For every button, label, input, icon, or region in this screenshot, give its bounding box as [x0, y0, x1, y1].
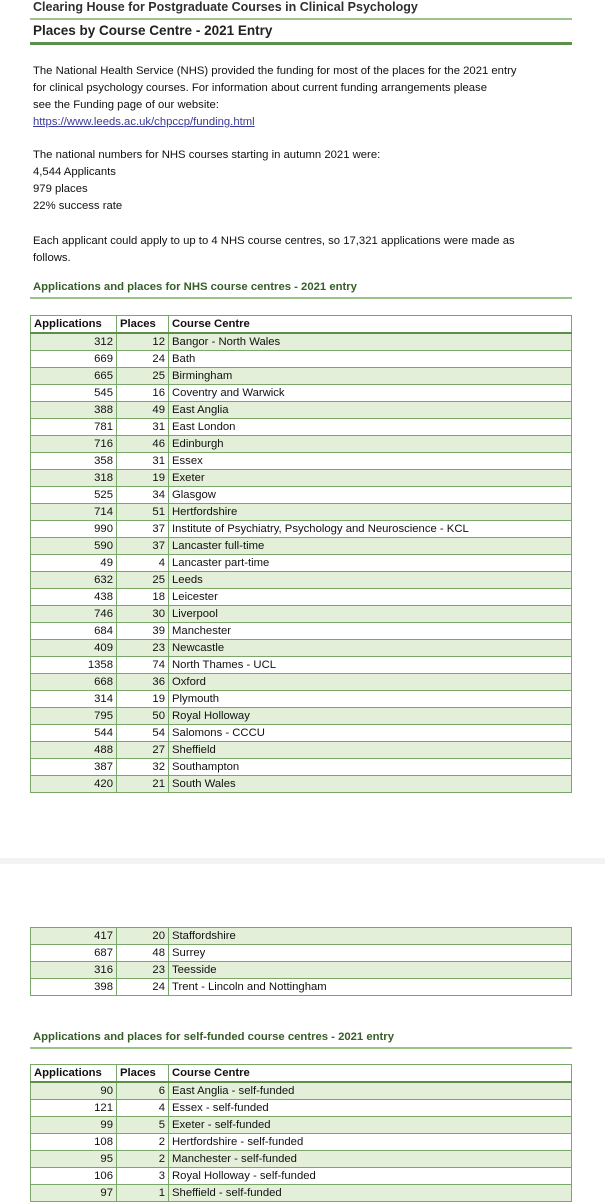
course-centre-cell: Bangor - North Wales [169, 333, 572, 351]
course-centre-cell: Southampton [169, 759, 572, 776]
course-centre-cell: Leicester [169, 589, 572, 606]
course-centre-cell: Sheffield - self-funded [169, 1185, 572, 1202]
places-cell: 20 [117, 928, 169, 945]
places-cell: 27 [117, 742, 169, 759]
table-row [31, 979, 572, 996]
table-row [31, 674, 572, 691]
applications-cell: 108 [31, 1134, 117, 1151]
places-cell: 12 [117, 333, 169, 351]
course-centre-cell: Manchester [169, 623, 572, 640]
places-cell: 37 [117, 521, 169, 538]
course-centre-cell: Salomons - CCCU [169, 725, 572, 742]
table-row [31, 538, 572, 555]
table-row [31, 962, 572, 979]
places-cell: 4 [117, 555, 169, 572]
places-cell: 19 [117, 691, 169, 708]
table-row [31, 402, 572, 419]
self-funded-section-divider [30, 1047, 572, 1049]
course-centre-cell: Lancaster full-time [169, 538, 572, 555]
applications-cell: 488 [31, 742, 117, 759]
applications-cell: 388 [31, 402, 117, 419]
table-row [31, 759, 572, 776]
course-centre-cell: Lancaster part-time [169, 555, 572, 572]
places-cell: 32 [117, 759, 169, 776]
applications-cell: 358 [31, 453, 117, 470]
applications-note-line-2: follows. [33, 252, 71, 264]
applications-cell: 314 [31, 691, 117, 708]
applications-cell: 121 [31, 1100, 117, 1117]
course-centre-cell: Hertfordshire - self-funded [169, 1134, 572, 1151]
applications-cell: 106 [31, 1168, 117, 1185]
intro-line-2: for clinical psychology courses. For information about current funding arrangements please [33, 82, 487, 94]
table-row [31, 708, 572, 725]
applications-cell: 665 [31, 368, 117, 385]
applications-cell: 525 [31, 487, 117, 504]
places-cell: 34 [117, 487, 169, 504]
table-header-row [31, 1065, 572, 1083]
course-centre-cell: Teesside [169, 962, 572, 979]
course-centre-cell: Staffordshire [169, 928, 572, 945]
table-row [31, 928, 572, 945]
nhs-table [30, 315, 572, 793]
places-cell: 31 [117, 453, 169, 470]
table-row [31, 1082, 572, 1100]
intro-line-1: The National Health Service (NHS) provided the funding for most of the places for the 2021 entry [33, 65, 517, 77]
title-underline [30, 42, 572, 45]
table-row [31, 1134, 572, 1151]
nhs-section-title: Applications and places for NHS course centres - 2021 entry [33, 281, 357, 293]
places-cell: 24 [117, 979, 169, 996]
page-title: Places by Course Centre - 2021 Entry [33, 23, 273, 38]
column-header-course-centre: Course Centre [169, 1065, 572, 1083]
places-cell: 54 [117, 725, 169, 742]
places-cell: 24 [117, 351, 169, 368]
applications-cell: 781 [31, 419, 117, 436]
places-cell: 49 [117, 402, 169, 419]
applications-cell: 398 [31, 979, 117, 996]
course-centre-cell: Plymouth [169, 691, 572, 708]
applications-cell: 49 [31, 555, 117, 572]
table-row [31, 1185, 572, 1202]
applications-note [33, 233, 563, 267]
table-row [31, 640, 572, 657]
places-cell: 2 [117, 1134, 169, 1151]
table-row [31, 572, 572, 589]
table-row [31, 1151, 572, 1168]
column-header-places: Places [117, 1065, 169, 1083]
course-centre-cell: Royal Holloway - self-funded [169, 1168, 572, 1185]
nhs-table-continued [30, 927, 572, 996]
table-row [31, 589, 572, 606]
course-centre-cell: Edinburgh [169, 436, 572, 453]
table-row [31, 521, 572, 538]
org-title: Clearing House for Postgraduate Courses in Clinical Psychology [33, 0, 418, 14]
applications-cell: 420 [31, 776, 117, 793]
course-centre-cell: Coventry and Warwick [169, 385, 572, 402]
places-cell: 25 [117, 572, 169, 589]
places-cell: 46 [117, 436, 169, 453]
places-cell: 48 [117, 945, 169, 962]
column-header-course-centre: Course Centre [169, 316, 572, 334]
national-places: 979 places [33, 183, 88, 195]
applications-cell: 417 [31, 928, 117, 945]
places-cell: 18 [117, 589, 169, 606]
course-centre-cell: Oxford [169, 674, 572, 691]
places-cell: 39 [117, 623, 169, 640]
places-cell: 21 [117, 776, 169, 793]
places-cell: 74 [117, 657, 169, 674]
table-row [31, 606, 572, 623]
table-row [31, 776, 572, 793]
course-centre-cell: Exeter - self-funded [169, 1117, 572, 1134]
table-row [31, 555, 572, 572]
applications-cell: 545 [31, 385, 117, 402]
places-cell: 16 [117, 385, 169, 402]
places-cell: 3 [117, 1168, 169, 1185]
table-row [31, 436, 572, 453]
applications-cell: 438 [31, 589, 117, 606]
course-centre-cell: East Anglia - self-funded [169, 1082, 572, 1100]
course-centre-cell: Newcastle [169, 640, 572, 657]
applications-cell: 99 [31, 1117, 117, 1134]
column-header-places: Places [117, 316, 169, 334]
applications-cell: 316 [31, 962, 117, 979]
header-divider [30, 18, 572, 20]
table-row [31, 419, 572, 436]
table-row [31, 742, 572, 759]
places-cell: 51 [117, 504, 169, 521]
table-row [31, 333, 572, 351]
table-header-row [31, 316, 572, 334]
course-centre-cell: East London [169, 419, 572, 436]
column-header-applications: Applications [31, 1065, 117, 1083]
table-row [31, 1168, 572, 1185]
course-centre-cell: Institute of Psychiatry, Psychology and Neuroscience - KCL [169, 521, 572, 538]
table-row [31, 385, 572, 402]
applications-cell: 90 [31, 1082, 117, 1100]
table-row [31, 725, 572, 742]
table-row [31, 657, 572, 674]
places-cell: 5 [117, 1117, 169, 1134]
places-cell: 37 [117, 538, 169, 555]
course-centre-cell: North Thames - UCL [169, 657, 572, 674]
applications-cell: 687 [31, 945, 117, 962]
table-row [31, 945, 572, 962]
intro-paragraph [33, 63, 563, 131]
table-row [31, 1100, 572, 1117]
table-row [31, 504, 572, 521]
table-row [31, 487, 572, 504]
national-numbers [33, 147, 563, 215]
places-cell: 1 [117, 1185, 169, 1202]
applications-cell: 590 [31, 538, 117, 555]
table-row [31, 691, 572, 708]
course-centre-cell: Trent - Lincoln and Nottingham [169, 979, 572, 996]
nhs-section-divider [30, 297, 572, 299]
self-funded-table [30, 1064, 572, 1202]
applications-cell: 669 [31, 351, 117, 368]
table-row [31, 1117, 572, 1134]
places-cell: 2 [117, 1151, 169, 1168]
places-cell: 19 [117, 470, 169, 487]
course-centre-cell: Sheffield [169, 742, 572, 759]
intro-line-3: see the Funding page of our website: [33, 99, 219, 111]
course-centre-cell: Liverpool [169, 606, 572, 623]
course-centre-cell: Essex [169, 453, 572, 470]
places-cell: 25 [117, 368, 169, 385]
applications-cell: 684 [31, 623, 117, 640]
applications-cell: 95 [31, 1151, 117, 1168]
column-header-applications: Applications [31, 316, 117, 334]
places-cell: 50 [117, 708, 169, 725]
applications-cell: 716 [31, 436, 117, 453]
table-row [31, 453, 572, 470]
applications-cell: 668 [31, 674, 117, 691]
table-row [31, 470, 572, 487]
places-cell: 23 [117, 640, 169, 657]
places-cell: 4 [117, 1100, 169, 1117]
course-centre-cell: Royal Holloway [169, 708, 572, 725]
course-centre-cell: Bath [169, 351, 572, 368]
applications-cell: 312 [31, 333, 117, 351]
course-centre-cell: Glasgow [169, 487, 572, 504]
course-centre-cell: Surrey [169, 945, 572, 962]
course-centre-cell: Essex - self-funded [169, 1100, 572, 1117]
applications-cell: 318 [31, 470, 117, 487]
document-page-2 [0, 864, 605, 1200]
places-cell: 6 [117, 1082, 169, 1100]
applications-cell: 632 [31, 572, 117, 589]
course-centre-cell: East Anglia [169, 402, 572, 419]
table-row [31, 351, 572, 368]
applications-cell: 409 [31, 640, 117, 657]
applications-cell: 714 [31, 504, 117, 521]
course-centre-cell: South Wales [169, 776, 572, 793]
applications-cell: 746 [31, 606, 117, 623]
course-centre-cell: Exeter [169, 470, 572, 487]
national-applicants: 4,544 Applicants [33, 166, 116, 178]
self-funded-section-title: Applications and places for self-funded course centres - 2021 entry [33, 1031, 394, 1043]
applications-cell: 387 [31, 759, 117, 776]
places-cell: 31 [117, 419, 169, 436]
applications-cell: 795 [31, 708, 117, 725]
course-centre-cell: Birmingham [169, 368, 572, 385]
applications-cell: 97 [31, 1185, 117, 1202]
national-success-rate: 22% success rate [33, 200, 123, 212]
applications-cell: 1358 [31, 657, 117, 674]
funding-link[interactable]: https://www.leeds.ac.uk/chpccp/funding.html [33, 116, 255, 128]
applications-note-line-1: Each applicant could apply to up to 4 NHS course centres, so 17,321 applications were made as [33, 235, 515, 247]
applications-cell: 544 [31, 725, 117, 742]
national-heading: The national numbers for NHS courses starting in autumn 2021 were: [33, 149, 381, 161]
places-cell: 23 [117, 962, 169, 979]
places-cell: 30 [117, 606, 169, 623]
table-row [31, 368, 572, 385]
course-centre-cell: Leeds [169, 572, 572, 589]
table-row [31, 623, 572, 640]
course-centre-cell: Hertfordshire [169, 504, 572, 521]
course-centre-cell: Manchester - self-funded [169, 1151, 572, 1168]
places-cell: 36 [117, 674, 169, 691]
applications-cell: 990 [31, 521, 117, 538]
